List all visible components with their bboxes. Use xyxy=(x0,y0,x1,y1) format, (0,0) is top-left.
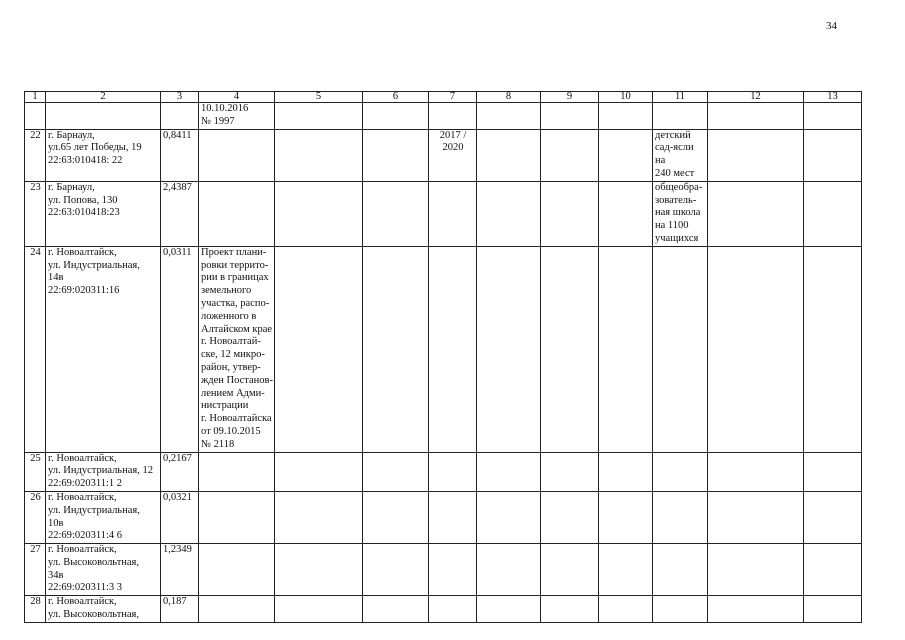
empty-cell xyxy=(599,596,653,623)
empty-cell xyxy=(804,181,862,246)
row-number: 23 xyxy=(25,181,46,246)
table-row xyxy=(25,544,862,596)
purpose-cell xyxy=(653,103,708,130)
empty-cell xyxy=(804,103,862,130)
page-number: 34 xyxy=(826,20,837,32)
row-number: 25 xyxy=(25,452,46,491)
empty-cell xyxy=(477,103,541,130)
empty-cell xyxy=(541,452,599,491)
document-cell xyxy=(199,596,275,623)
purpose-cell: детский сад-ясли на 240 мест xyxy=(653,129,708,181)
column-header: 3 xyxy=(161,92,199,103)
empty-cell xyxy=(275,452,363,491)
address-cell: г. Барнаул, ул.65 лет Победы, 19 22:63:010418: 22 xyxy=(46,129,161,181)
row-number: 26 xyxy=(25,491,46,543)
empty-cell xyxy=(275,103,363,130)
purpose-cell xyxy=(653,452,708,491)
purpose-cell xyxy=(653,596,708,623)
empty-cell xyxy=(804,246,862,452)
column-header: 9 xyxy=(541,92,599,103)
document-table xyxy=(24,91,862,623)
empty-cell xyxy=(708,181,804,246)
empty-cell xyxy=(708,452,804,491)
address-cell: г. Новоалтайск, ул. Высоковольтная, xyxy=(46,596,161,623)
empty-cell xyxy=(363,544,429,596)
empty-cell xyxy=(599,103,653,130)
empty-cell xyxy=(275,246,363,452)
column-header: 2 xyxy=(46,92,161,103)
table-row xyxy=(25,596,862,623)
period-cell: 2017 / 2020 xyxy=(429,129,477,181)
column-header: 4 xyxy=(199,92,275,103)
column-header: 6 xyxy=(363,92,429,103)
area-cell: 0,0321 xyxy=(161,491,199,543)
empty-cell xyxy=(541,103,599,130)
area-cell xyxy=(161,103,199,130)
empty-cell xyxy=(599,452,653,491)
document-cell xyxy=(199,544,275,596)
column-header: 7 xyxy=(429,92,477,103)
period-cell xyxy=(429,452,477,491)
address-cell: г. Барнаул, ул. Попова, 130 22:63:010418:23 xyxy=(46,181,161,246)
row-number xyxy=(25,103,46,130)
document-cell xyxy=(199,452,275,491)
empty-cell xyxy=(599,491,653,543)
period-cell xyxy=(429,544,477,596)
area-cell: 1,2349 xyxy=(161,544,199,596)
period-cell xyxy=(429,491,477,543)
empty-cell xyxy=(708,491,804,543)
column-header: 13 xyxy=(804,92,862,103)
period-cell xyxy=(429,246,477,452)
purpose-cell: общеобра- зователь- ная школа на 1100 учащихся xyxy=(653,181,708,246)
column-header: 5 xyxy=(275,92,363,103)
empty-cell xyxy=(541,246,599,452)
empty-cell xyxy=(363,181,429,246)
area-cell: 0,0311 xyxy=(161,246,199,452)
document-cell xyxy=(199,491,275,543)
empty-cell xyxy=(541,596,599,623)
table-row xyxy=(25,181,862,246)
empty-cell xyxy=(804,129,862,181)
empty-cell xyxy=(599,129,653,181)
document-cell xyxy=(199,129,275,181)
empty-cell xyxy=(363,596,429,623)
empty-cell xyxy=(708,596,804,623)
document-cell xyxy=(199,181,275,246)
column-header: 12 xyxy=(708,92,804,103)
table-row xyxy=(25,246,862,452)
empty-cell xyxy=(599,246,653,452)
empty-cell xyxy=(708,129,804,181)
empty-cell xyxy=(363,103,429,130)
area-cell: 0,2167 xyxy=(161,452,199,491)
empty-cell xyxy=(599,181,653,246)
address-cell xyxy=(46,103,161,130)
period-cell xyxy=(429,596,477,623)
empty-cell xyxy=(477,596,541,623)
empty-cell xyxy=(275,181,363,246)
area-cell: 0,187 xyxy=(161,596,199,623)
address-cell: г. Новоалтайск, ул. Индустриальная, 14в 22:69:020311:16 xyxy=(46,246,161,452)
row-number: 27 xyxy=(25,544,46,596)
empty-cell xyxy=(477,181,541,246)
empty-cell xyxy=(541,544,599,596)
document-cell: Проект плани- ровки террито- рии в границах земельного участка, распо- ложенного в Алтайском крае г. Новоалтай- ске, 12 микро- район, утвер- жден Постанов- лением Адми- нистрации г. Новоалтайска от 09.10.2015 № 2118 xyxy=(199,246,275,452)
purpose-cell xyxy=(653,491,708,543)
empty-cell xyxy=(363,452,429,491)
empty-cell xyxy=(477,246,541,452)
empty-cell xyxy=(708,544,804,596)
table-row xyxy=(25,452,862,491)
empty-cell xyxy=(275,491,363,543)
area-cell: 2,4387 xyxy=(161,181,199,246)
empty-cell xyxy=(541,491,599,543)
empty-cell xyxy=(477,129,541,181)
column-header: 10 xyxy=(599,92,653,103)
document-cell: 10.10.2016 № 1997 xyxy=(199,103,275,130)
row-number: 24 xyxy=(25,246,46,452)
empty-cell xyxy=(804,452,862,491)
empty-cell xyxy=(804,544,862,596)
empty-cell xyxy=(477,491,541,543)
table-row xyxy=(25,491,862,543)
empty-cell xyxy=(804,491,862,543)
column-header: 8 xyxy=(477,92,541,103)
purpose-cell xyxy=(653,246,708,452)
empty-cell xyxy=(541,181,599,246)
address-cell: г. Новоалтайск, ул. Индустриальная, 10в 22:69:020311:4 6 xyxy=(46,491,161,543)
empty-cell xyxy=(708,103,804,130)
empty-cell xyxy=(275,129,363,181)
table-row xyxy=(25,129,862,181)
period-cell xyxy=(429,103,477,130)
empty-cell xyxy=(541,129,599,181)
purpose-cell xyxy=(653,544,708,596)
column-header: 11 xyxy=(653,92,708,103)
empty-cell xyxy=(363,246,429,452)
address-cell: г. Новоалтайск, ул. Индустриальная, 12 22:69:020311:1 2 xyxy=(46,452,161,491)
row-number: 28 xyxy=(25,596,46,623)
empty-cell xyxy=(599,544,653,596)
empty-cell xyxy=(275,596,363,623)
column-header: 1 xyxy=(25,92,46,103)
row-number: 22 xyxy=(25,129,46,181)
area-cell: 0,8411 xyxy=(161,129,199,181)
period-cell xyxy=(429,181,477,246)
empty-cell xyxy=(804,596,862,623)
header-row xyxy=(25,92,862,103)
address-cell: г. Новоалтайск, ул. Высоковольтная, 34в 22:69:020311:3 3 xyxy=(46,544,161,596)
empty-cell xyxy=(477,452,541,491)
table-row xyxy=(25,103,862,130)
empty-cell xyxy=(363,129,429,181)
empty-cell xyxy=(708,246,804,452)
empty-cell xyxy=(363,491,429,543)
empty-cell xyxy=(477,544,541,596)
empty-cell xyxy=(275,544,363,596)
